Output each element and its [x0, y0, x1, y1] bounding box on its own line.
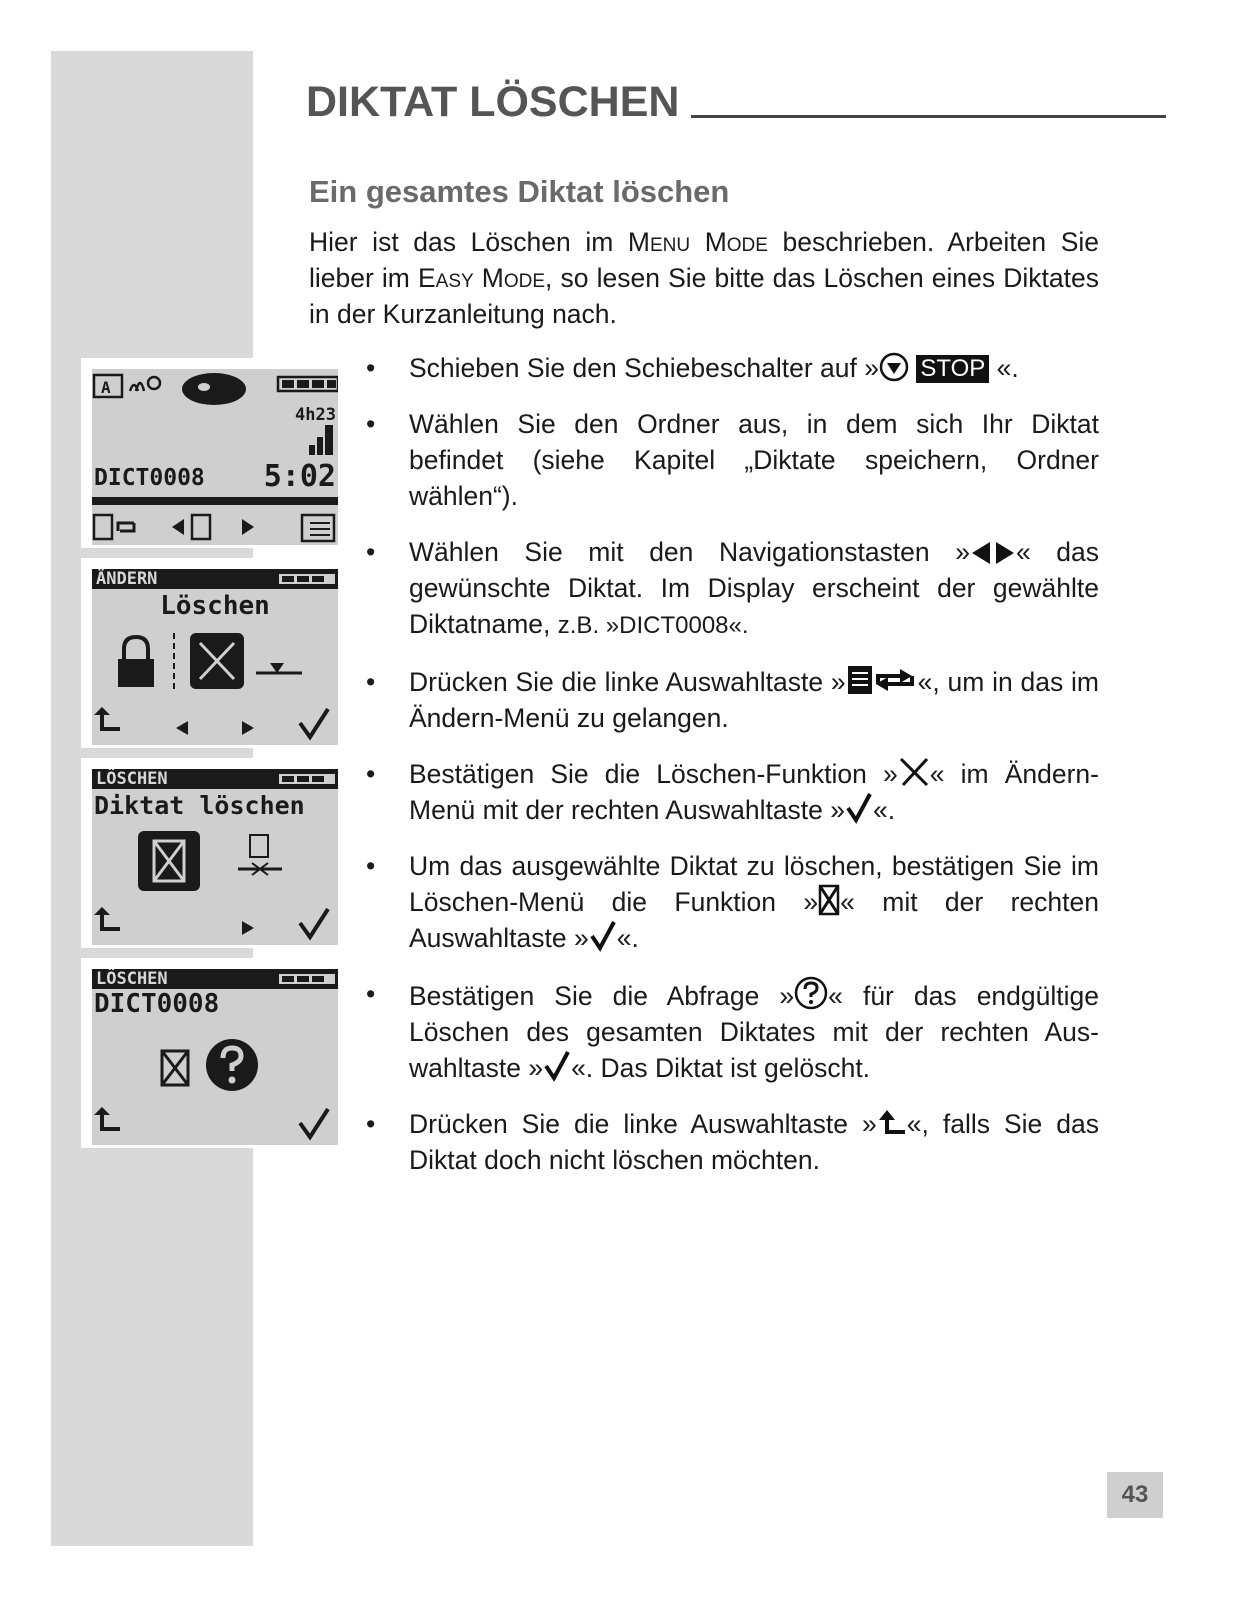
lcd-header-label: LÖSCHEN: [96, 969, 168, 989]
device-screen-aendern: [81, 558, 341, 748]
step-item: • Schieben Sie den Schiebeschalter auf » STOP «.: [366, 353, 1019, 383]
edit-menu-icon: [94, 515, 112, 539]
step-item: • Drücken Sie die linke Auswahltaste » «, um in das im Ändern-Menü zu gelangen.: [366, 664, 1099, 736]
stop-label: STOP: [916, 355, 989, 383]
lcd-title: Diktat löschen: [94, 791, 305, 820]
stop-circle-icon: [879, 352, 909, 382]
page-title-text: DIKTAT LÖSCHEN: [306, 78, 680, 126]
step-item: • Bestätigen Sie die Löschen-Funktion » « im Ändern-Menü mit der rechten Auswahltaste » «.: [366, 756, 1099, 828]
step-item: • Wählen Sie mit den Navigationstasten » « das gewünschte Diktat. Im Display erscheint der gewählte Diktatname, z.B. »DICT0008«.: [366, 537, 1099, 639]
nav-left-icon: [176, 721, 188, 735]
lcd-main-graphics: [92, 369, 338, 545]
lcd-title: DICT0008: [94, 989, 220, 1019]
lcd-header-label: ÄNDERN: [96, 569, 158, 589]
lcd-display: [92, 369, 338, 545]
nav-right-icon: [242, 519, 254, 535]
lcd-loeschen-graphics: [92, 769, 338, 945]
step-item: • Drücken Sie die linke Auswahltaste » «, falls Sie das Diktat doch nicht löschen möchten.: [366, 1109, 1100, 1175]
check-icon: [589, 920, 617, 952]
device-screen-loeschen: [81, 758, 341, 948]
title-rule: [691, 115, 1166, 118]
delete-x-icon: [898, 756, 930, 788]
menu-mode-term: Menu Mode: [627, 227, 768, 257]
question-icon: [794, 976, 828, 1010]
nav-right-icon: [242, 721, 254, 735]
delete-file-icon: [818, 884, 840, 916]
lcd-display: [92, 569, 338, 745]
step-item: • Um das ausgewählte Diktat zu löschen, bestätigen Sie im Löschen-Menü die Funktion » « mit der rechten Auswahltaste » «.: [366, 851, 1099, 953]
check-icon: [300, 1109, 328, 1137]
record-mode-icon: [182, 373, 246, 405]
back-arrow-icon: [877, 1108, 907, 1138]
svg-text:A: A: [101, 378, 111, 397]
level-bars-icon: [309, 445, 315, 455]
device-screen-main: [81, 358, 341, 548]
check-icon: [300, 909, 328, 937]
nav-right-icon: [242, 921, 254, 935]
signal-icon: [130, 383, 144, 391]
file-icon: [250, 835, 268, 857]
time-left-label: 4h23: [295, 405, 336, 425]
step-item: • Bestätigen Sie die Abfrage » « für das endgültige Löschen des gesamten Diktates mit der rechten Aus-wahltaste » «. Das Diktat ist gelöscht.: [366, 976, 1099, 1086]
lcd-display: [92, 969, 338, 1145]
page-title: [306, 72, 1166, 124]
check-icon: [543, 1050, 571, 1082]
nav-left-right-icon: [970, 540, 1016, 566]
lock-icon: [124, 637, 148, 661]
easy-mode-term: Easy Mode: [418, 263, 546, 293]
device-screen-confirm: [81, 958, 341, 1148]
step-item: • Wählen Sie den Ordner aus, in dem sich Ihr Diktat befindet (siehe Kapitel „Diktate speichern, Ordner wählen“).: [366, 409, 1099, 511]
filename-label: DICT0008: [94, 465, 205, 491]
position-label: 5:02: [263, 459, 336, 494]
lcd-title: Löschen: [160, 591, 270, 621]
check-icon: [845, 792, 873, 824]
intro-paragraph: Hier ist das Löschen im Menu Mode beschrieben. Arbeiten Sie lieber im Easy Mode, so lesen Sie bitte das Löschen eines Diktates in der Kurzanleitung nach.: [309, 227, 1099, 329]
lcd-aendern-graphics: [92, 569, 338, 745]
section-subtitle: Ein gesamtes Diktat löschen: [309, 174, 730, 209]
lcd-confirm-graphics: [92, 969, 338, 1145]
progress-bar: [92, 497, 338, 505]
edit-menu-icon: [846, 664, 918, 696]
nav-left-icon: [172, 519, 184, 535]
check-icon: [300, 709, 328, 737]
page-number: 43: [1107, 1472, 1163, 1518]
instruction-list: [366, 350, 1099, 1198]
lcd-header-label: LÖSCHEN: [96, 769, 168, 789]
lcd-display: [92, 769, 338, 945]
